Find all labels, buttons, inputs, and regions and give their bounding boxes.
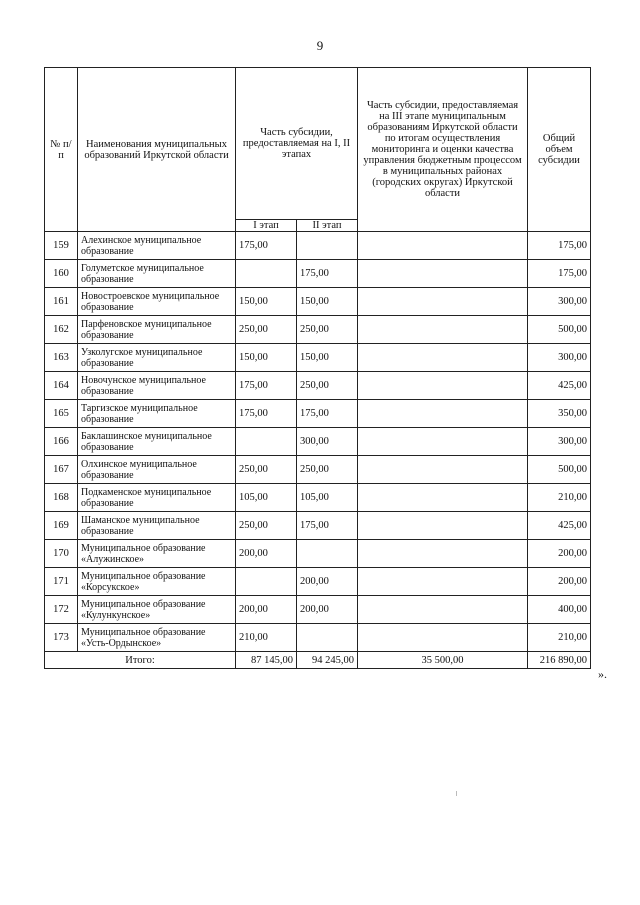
row-stage1: 210,00 [236, 624, 297, 652]
row-stage1: 150,00 [236, 344, 297, 372]
row-stage3 [358, 232, 528, 260]
row-name: Муниципальное образование «Корсукское» [78, 568, 236, 596]
row-stage3 [358, 596, 528, 624]
row-total: 425,00 [528, 372, 591, 400]
row-name: Шаманское муниципальное образование [78, 512, 236, 540]
row-stage3 [358, 484, 528, 512]
table-row [45, 624, 591, 652]
row-stage2: 250,00 [297, 372, 358, 400]
row-name: Узколугское муниципальное образование [78, 344, 236, 372]
total-label: Итого: [45, 652, 236, 669]
row-total: 200,00 [528, 540, 591, 568]
row-total: 425,00 [528, 512, 591, 540]
row-stage1: 200,00 [236, 540, 297, 568]
row-stage2 [297, 232, 358, 260]
row-stage2: 300,00 [297, 428, 358, 456]
row-number: 164 [45, 372, 78, 400]
row-total: 200,00 [528, 568, 591, 596]
total-stage1: 87 145,00 [236, 652, 297, 669]
table-row [45, 372, 591, 400]
row-stage1: 175,00 [236, 232, 297, 260]
row-stage3 [358, 624, 528, 652]
row-number: 169 [45, 512, 78, 540]
table-row [45, 568, 591, 596]
subsidy-table [44, 67, 591, 669]
table-row [45, 456, 591, 484]
row-name: Подкаменское муниципальное образование [78, 484, 236, 512]
row-stage1: 175,00 [236, 400, 297, 428]
table-row [45, 540, 591, 568]
row-stage2: 250,00 [297, 316, 358, 344]
row-stage3 [358, 428, 528, 456]
row-stage2: 150,00 [297, 288, 358, 316]
row-stage1: 150,00 [236, 288, 297, 316]
row-total: 210,00 [528, 484, 591, 512]
row-stage1: 105,00 [236, 484, 297, 512]
row-stage3 [358, 568, 528, 596]
header-name: Наименования муниципальных образований Иркутской области [78, 68, 236, 232]
row-number: 171 [45, 568, 78, 596]
row-number: 160 [45, 260, 78, 288]
row-name: Алехинское муниципальное образование [78, 232, 236, 260]
table-row [45, 344, 591, 372]
total-total: 216 890,00 [528, 652, 591, 669]
table-row [45, 428, 591, 456]
row-stage3 [358, 372, 528, 400]
row-stage1: 250,00 [236, 512, 297, 540]
row-number: 168 [45, 484, 78, 512]
table-row [45, 484, 591, 512]
header-row [45, 68, 591, 220]
row-stage3 [358, 400, 528, 428]
table-row [45, 512, 591, 540]
row-stage3 [358, 316, 528, 344]
row-stage1 [236, 260, 297, 288]
row-name: Муниципальное образование «Усть-Ордынское» [78, 624, 236, 652]
row-total: 300,00 [528, 428, 591, 456]
header-stage1: I этап [236, 220, 297, 232]
row-stage1: 250,00 [236, 316, 297, 344]
table-body [45, 232, 591, 652]
header-stage3: Часть субсидии, предоставляемая на III этапе муниципальным образованиям Иркутской области по итогам осуществления мониторинга и оценки качества управления бюджетным процессом в муниципальных районах (городских округах) Иркутской области [358, 68, 528, 232]
row-total: 210,00 [528, 624, 591, 652]
table-row [45, 260, 591, 288]
row-number: 172 [45, 596, 78, 624]
row-stage2 [297, 624, 358, 652]
row-stage1 [236, 428, 297, 456]
table-row [45, 288, 591, 316]
row-name: Голуметское муниципальное образование [78, 260, 236, 288]
row-name: Баклашинское муниципальное образование [78, 428, 236, 456]
table-row [45, 596, 591, 624]
row-number: 163 [45, 344, 78, 372]
row-stage3 [358, 344, 528, 372]
row-stage2: 105,00 [297, 484, 358, 512]
scan-artifact [456, 791, 457, 796]
row-number: 167 [45, 456, 78, 484]
row-stage2: 250,00 [297, 456, 358, 484]
header-stage12: Часть субсидии, предоставляемая на I, II этапах [236, 68, 358, 220]
row-stage3 [358, 456, 528, 484]
table-row [45, 400, 591, 428]
row-total: 300,00 [528, 344, 591, 372]
row-stage1: 175,00 [236, 372, 297, 400]
row-number: 162 [45, 316, 78, 344]
row-stage1: 250,00 [236, 456, 297, 484]
total-stage2: 94 245,00 [297, 652, 358, 669]
row-stage1 [236, 568, 297, 596]
row-total: 500,00 [528, 456, 591, 484]
row-stage3 [358, 260, 528, 288]
row-name: Таргизское муниципальное образование [78, 400, 236, 428]
row-number: 166 [45, 428, 78, 456]
row-name: Новочунское муниципальное образование [78, 372, 236, 400]
row-stage2: 175,00 [297, 400, 358, 428]
table-row [45, 316, 591, 344]
header-total: Общий объем субсидии [528, 68, 591, 232]
row-number: 161 [45, 288, 78, 316]
row-stage1: 200,00 [236, 596, 297, 624]
row-total: 300,00 [528, 288, 591, 316]
row-stage2: 200,00 [297, 568, 358, 596]
row-number: 165 [45, 400, 78, 428]
row-total: 350,00 [528, 400, 591, 428]
header-stage2: II этап [297, 220, 358, 232]
total-stage3: 35 500,00 [358, 652, 528, 669]
row-total: 175,00 [528, 232, 591, 260]
row-name: Парфеновское муниципальное образование [78, 316, 236, 344]
header-number: № п/п [45, 68, 78, 232]
row-stage2 [297, 540, 358, 568]
page-number: 9 [316, 38, 324, 53]
row-stage2: 175,00 [297, 260, 358, 288]
closing-quote-mark: ». [598, 667, 607, 681]
row-name: Муниципальное образование «Алужинское» [78, 540, 236, 568]
row-number: 173 [45, 624, 78, 652]
row-number: 170 [45, 540, 78, 568]
row-total: 175,00 [528, 260, 591, 288]
row-number: 159 [45, 232, 78, 260]
row-stage3 [358, 540, 528, 568]
total-row [45, 652, 591, 669]
row-total: 500,00 [528, 316, 591, 344]
row-stage3 [358, 288, 528, 316]
row-name: Олхинское муниципальное образование [78, 456, 236, 484]
row-stage2: 200,00 [297, 596, 358, 624]
row-name: Муниципальное образование «Кулункунское» [78, 596, 236, 624]
row-name: Новостроевское муниципальное образование [78, 288, 236, 316]
table-row [45, 232, 591, 260]
row-stage2: 175,00 [297, 512, 358, 540]
row-stage3 [358, 512, 528, 540]
row-total: 400,00 [528, 596, 591, 624]
row-stage2: 150,00 [297, 344, 358, 372]
